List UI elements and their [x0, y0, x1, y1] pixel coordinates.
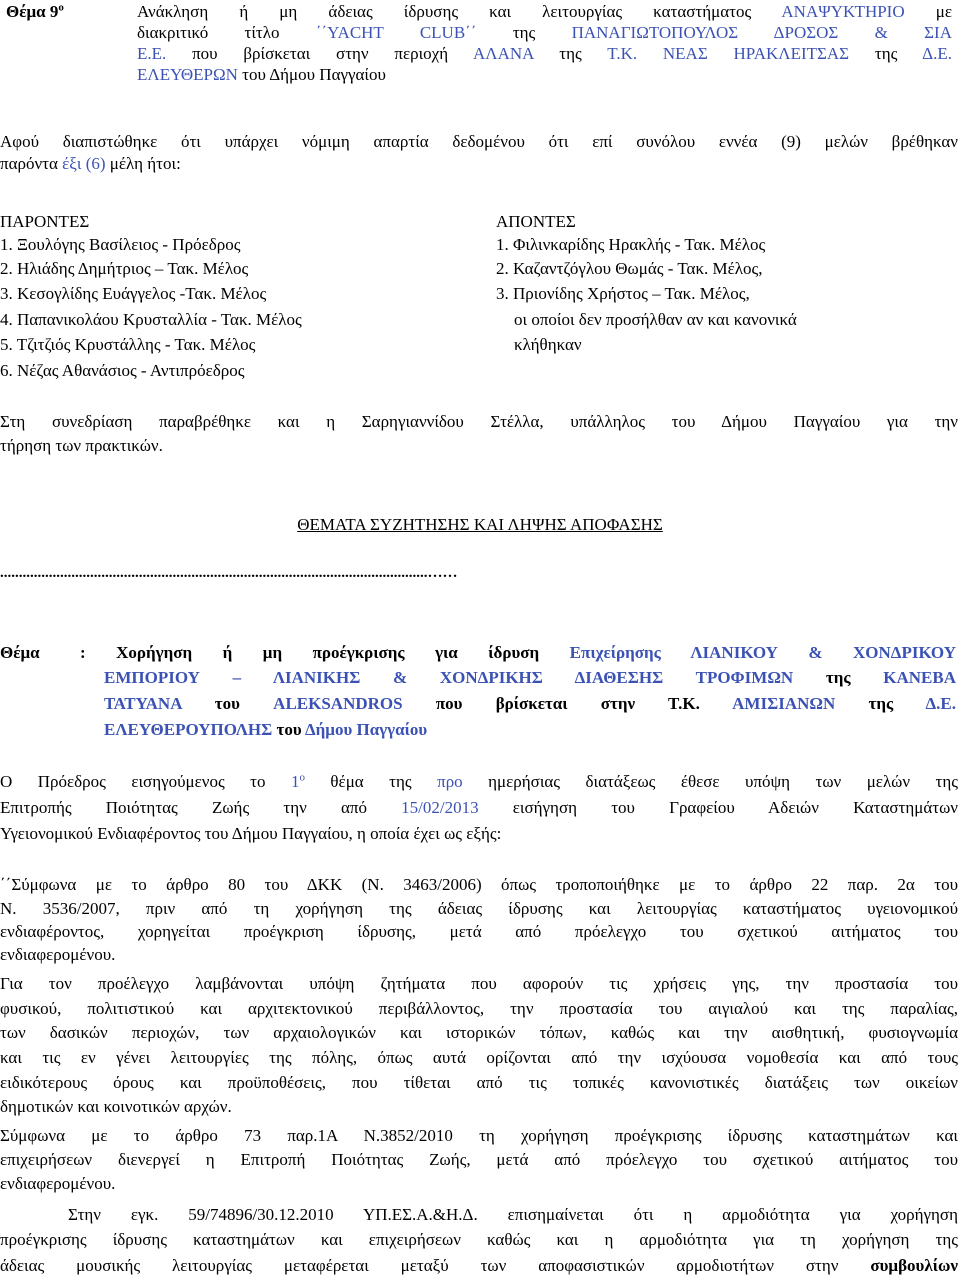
p4-line-2: προέγκρισης ίδρυσης καταστημάτων και επιχειρήσεων καθώς και η αρμοδιότητα για τη χορήγηση της — [0, 1230, 958, 1249]
p4-line-1: Στην εγκ. 59/74896/30.12.2010 ΥΠ.ΕΣ.Α.&Η.Δ. επισημαίνεται ότι η αρμοδιότητα για χορήγηση — [68, 1205, 958, 1224]
topic-line-1: : Χορήγηση ή μη προέγκρισης για ίδρυση Επιχείρησης ΛΙΑΝΙΚΟΥ & ΧΟΝΔΡΙΚΟΥ — [80, 643, 956, 662]
topic-line-2: ΕΜΠΟΡΙΟΥ – ΛΙΑΝΙΚΗΣ & ΧΟΝΔΡΙΚΗΣ ΔΙΑΘΕΣΗΣ ΤΡΟΦΙΜΩΝ της ΚΑΝΕΒΑ — [104, 668, 956, 687]
absent-member-1: 1. Φιλινκαρίδης Ηρακλής - Τακ. Μέλος — [496, 235, 766, 254]
intro-line-3: Υγειονομικού Ενδιαφέροντος του Δήμου Παγγαίου, η οποία έχει ως εξής: — [0, 824, 502, 843]
subject-line-4: ΕΛΕΥΘΕΡΩΝ του Δήμου Παγγαίου — [137, 65, 386, 84]
topic-line-4: ΕΛΕΥΘΕΡΟΥΠΟΛΗΣ του Δήμου Παγγαίου — [104, 720, 428, 739]
absent-note-2: κλήθηκαν — [514, 335, 582, 354]
subject-label: Θέμα $9^o$ — [6, 1, 64, 21]
p1-line-3: ενδιαφέροντος, χορηγείται προέγκριση ίδρυσης, μετά από πρόελεγχο του σχετικού αιτήματος του — [0, 922, 958, 941]
secretary-line-2: τήρηση των πρακτικών. — [0, 436, 163, 455]
present-member-6: 6. Νέζας Αθανάσιος - Αντιπρόεδρος — [0, 361, 245, 380]
dots-separator: ..................................................................................................................…… — [0, 565, 458, 581]
p2-line-6: δημοτικών και κοινοτικών αρχών. — [0, 1097, 232, 1116]
intro-line-1: Ο Πρόεδρος εισηγούμενος το $1^o$ θέμα της προ ημερήσιας διατάξεως έθεσε υπόψη των μελών της — [0, 771, 958, 791]
p2-line-3: των δασικών περιοχών, των αρχαιολογικών και ιστορικών τόπων, καθώς και την αισθητική, φυσιογνωμία — [0, 1023, 958, 1042]
p1-line-2: Ν. 3536/2007, πριν από τη χορήγηση της άδειας ίδρυσης και λειτουργίας καταστήματος υγειονομικού — [0, 899, 958, 918]
topic-label: Θέμα — [0, 643, 40, 662]
quorum-line-2: παρόντα έξι (6) μέλη ήτοι: — [0, 154, 181, 173]
p3-line-1: Σύμφωνα με το άρθρο 73 παρ.1Α Ν.3852/2010 τη χορήγηση προέγκρισης ίδρυσης καταστημάτων και — [0, 1126, 958, 1145]
p3-line-3: ενδιαφερομένου. — [0, 1174, 116, 1193]
p1-line-1: ΄΄Σύμφωνα με το άρθρο 80 του ΔΚΚ (Ν. 3463/2006) όπως τροποποιήθηκε με το άρθρο 22 παρ. 2α του — [0, 875, 958, 894]
p4-line-3: άδειας μουσικής λειτουργίας μεταφέρεται μεταξύ των αποφασιστικών αρμοδιοτήτων στην συμβουλίων — [0, 1256, 958, 1275]
present-member-3: 3. Κεσογλίδης Ευάγγελος -Τακ. Μέλος — [0, 284, 267, 303]
quorum-line-1: Αφού διαπιστώθηκε ότι υπάρχει νόμιμη απαρτία δεδομένου ότι επί συνόλου εννέα (9) μελών βρέθηκαν — [0, 132, 958, 151]
absent-note-1: οι οποίοι δεν προσήλθαν αν και κανονικά — [514, 310, 797, 329]
p2-line-5: ειδικότερους όρους και προϋποθέσεις, που τίθεται από τις τοπικές κανονιστικές διατάξεις των οικείων — [0, 1073, 958, 1092]
present-member-2: 2. Ηλιάδης Δημήτριος – Τακ. Μέλος — [0, 259, 249, 278]
p2-line-1: Για τον προέλεγχο λαμβάνονται υπόψη ζητήματα που αφορούν τις χρήσεις γης, την προστασία του — [0, 974, 958, 993]
subject-line-2: διακριτικό τίτλο ΄΄YACHT CLUB΄΄ της ΠΑΝΑΓΙΩΤΟΠΟΥΛΟΣ ΔΡΟΣΟΣ & ΣΙΑ — [137, 23, 952, 42]
present-member-1: 1. Ξουλόγης Βασίλειος - Πρόεδρος — [0, 235, 241, 254]
topic-line-3: ΤΑΤΥΑΝΑ του ALEKSANDROS που βρίσκεται στην Τ.Κ. ΑΜΙΣΙΑΝΩΝ της Δ.Ε. — [104, 694, 956, 713]
p2-line-4: και τις εν γένει λειτουργίες της πόλης, όπως αυτά ορίζονται από την ισχύουσα νομοθεσία και από τους — [0, 1048, 958, 1067]
p1-line-4: ενδιαφερομένου. — [0, 945, 116, 964]
present-title: ΠΑΡΟΝΤΕΣ — [0, 212, 90, 231]
absent-title: ΑΠΟΝΤΕΣ — [496, 212, 576, 231]
section-heading: ΘΕΜΑΤΑ ΣΥΖΗΤΗΣΗΣ ΚΑΙ ΛΗΨΗΣ ΑΠΟΦΑΣΗΣ — [297, 515, 663, 534]
subject-line-1: Ανάκληση ή μη άδειας ίδρυσης και λειτουργίας καταστήματος ΑΝΑΨΥΚΤΗΡΙΟ με — [137, 2, 952, 21]
subject-line-3: Ε.Ε. που βρίσκεται στην περιοχή ΑΛΑΝΑ της Τ.Κ. ΝΕΑΣ ΗΡΑΚΛΕΙΤΣΑΣ της Δ.Ε. — [137, 44, 952, 63]
p2-line-2: φυσικού, πολιτιστικού και αρχιτεκτονικού περιβάλλοντος, την προστασία του αιγιαλού και της παραλίας, — [0, 999, 958, 1018]
p3-line-2: επιχειρήσεων διενεργεί η Επιτροπή Ποιότητας Ζωής, μετά από πρόελεγχο του σχετικού αιτήματος του — [0, 1150, 958, 1169]
present-member-5: 5. Τζιτζιός Κρυστάλλης - Τακ. Μέλος — [0, 335, 256, 354]
secretary-line-1: Στη συνεδρίαση παραβρέθηκε και η Σαρηγιαννίδου Στέλλα, υπάλληλος του Δήμου Παγγαίου για την — [0, 412, 958, 431]
intro-line-2: Επιτροπής Ποιότητας Ζωής την από 15/02/2013 εισήγηση του Γραφείου Αδειών Καταστημάτων — [0, 798, 958, 817]
present-member-4: 4. Παπανικολάου Κρυσταλλία - Τακ. Μέλος — [0, 310, 302, 329]
absent-member-2: 2. Καζαντζόγλου Θωμάς - Τακ. Μέλος, — [496, 259, 763, 278]
absent-member-3: 3. Πριονίδης Χρήστος – Τακ. Μέλος, — [496, 284, 750, 303]
